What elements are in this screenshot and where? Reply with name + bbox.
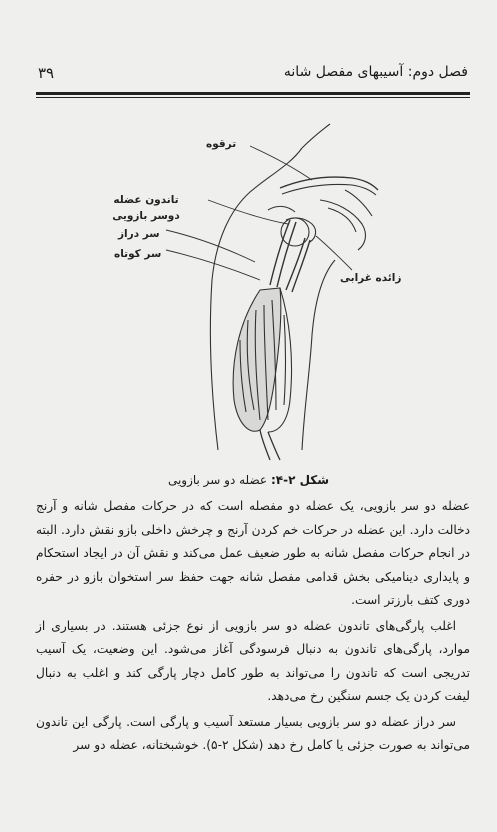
label-short-head: سر کوتاه [114, 248, 162, 260]
header-rule-thick [36, 92, 470, 95]
body-text [36, 495, 470, 760]
caption-text: عضله دو سر بازویی [167, 473, 268, 487]
biceps-anatomy-drawing [90, 120, 420, 465]
label-coracoid: زائده غرابی [340, 272, 402, 284]
page-number: ۳۹ [38, 64, 55, 82]
paragraph-3: سر دراز عضله دو سر بازویی بسیار مستعد آسیب و پارگی است. پارگی این تاندون می‌تواند به صورت جزئی یا کامل رخ دهد (شکل ۲-۵). خوشبختانه، عضله دو سر [36, 714, 470, 752]
paragraph-2: اغلب پارگی‌های تاندون عضله دو سر بازویی از نوع جزئی هستند. در بسیاری از موارد، پارگی‌های تاندون به دنبال فرسودگی آغاز می‌شود. این وضعیت، یک آسیب تدریجی است که تاندون را می‌تواند به طور کامل دچار پارگی کند و اغلب به دنبال لیفت کردن یک جسم سنگین رخ می‌دهد. [36, 618, 470, 703]
header-rule-thin [36, 97, 470, 98]
label-clavicle: ترقوه [206, 138, 237, 150]
paragraph-1: عضله دو سر بازویی، یک عضله دو مفصله است که در حرکات مفصل شانه و آرنج دخالت دارد. این عضله در حرکات خم کردن آرنج و چرخش داخلی بازو نقش دارد. البته در انجام حرکات مفصل شانه به طور ضعیف عمل می‌کند و نقش آن در ایجاد استحکام و پایداری دینامیکی بخش قدامی مفصل شانه جهت حفظ سر استخوان بازو در حفره دوری کتف بارزتر است. [36, 499, 470, 607]
running-header [36, 62, 468, 88]
caption-number: شکل ۲-۴: [270, 473, 330, 487]
label-biceps-tendon: تاندون عضله دوسر بازویی [112, 194, 180, 222]
label-long-head: سر دراز [118, 228, 160, 240]
figure-caption [0, 473, 497, 487]
chapter-title: فصل دوم: آسیبهای مفصل شانه [283, 64, 468, 80]
biceps-illustration [90, 120, 420, 465]
